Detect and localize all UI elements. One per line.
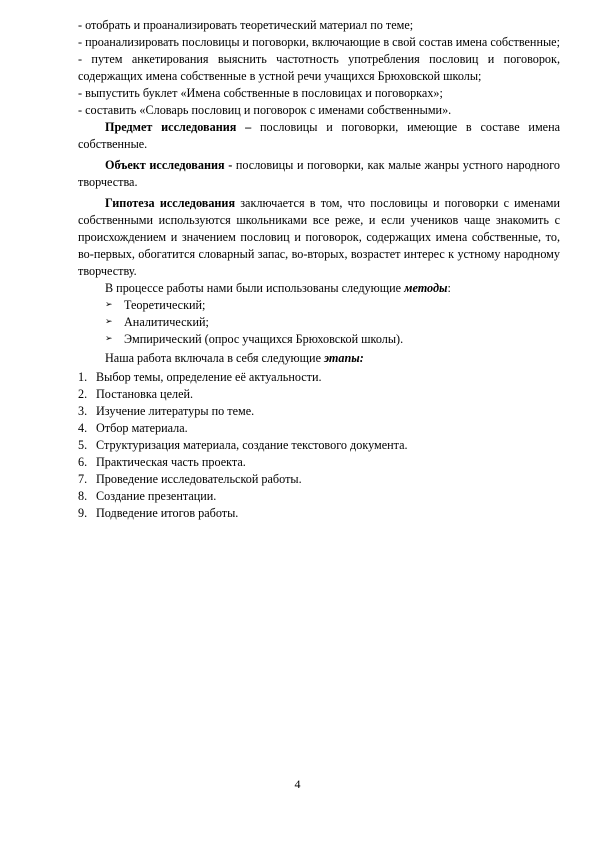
research-subject-paragraph [78,119,560,153]
arrow-bullet-icon: ➢ [105,300,113,310]
research-hypothesis-label: Гипотеза исследования [105,196,236,210]
stages-list-item: 1. Выбор темы, определение её актуальности. [78,370,322,384]
stages-list-item: 9. Подведение итогов работы. [78,506,239,520]
stages-list-item: 4. Отбор материала. [78,421,188,435]
task-list [78,17,560,119]
task-item: - отобрать и проанализировать теоретический материал по теме; [78,18,414,32]
task-item: - составить «Словарь пословиц и поговорок с именами собственными». [78,103,452,117]
stages-list-item: 6. Практическая часть проекта. [78,455,246,469]
methods-list-item: ➢ Эмпирический (опрос учащихся Брюховской школы). [105,332,404,346]
stages-list-item: 7. Проведение исследовательской работы. [78,472,302,486]
stages-keyword: этапы: [324,351,364,365]
stages-list-item: 8. Создание презентации. [78,489,217,503]
methods-keyword: методы [404,281,448,295]
research-hypothesis-paragraph [78,195,560,280]
methods-list-item: ➢ Аналитический; [105,315,209,329]
arrow-bullet-icon: ➢ [105,334,113,344]
stages-list-item: 2. Постановка целей. [78,387,194,401]
research-object-label: Объект исследования - [105,158,233,172]
stages-list [78,369,560,522]
task-item: - выпустить буклет «Имена собственные в пословицах и поговорках»; [78,86,443,100]
research-subject-label: Предмет исследования – [105,120,252,134]
methods-intro: В процессе работы нами были использованы следующие методы: [105,281,451,295]
methods-list-item: ➢ Теоретический; [105,298,206,312]
methods-list [78,297,560,348]
stages-intro: Наша работа включала в себя следующие этапы: [105,351,364,365]
page-number: 4 [294,777,301,791]
stages-list-item: 5. Структуризация материала, создание текстового документа. [78,438,408,452]
task-item: - проанализировать пословицы и поговорки, включающие в свой состав имена собственные; [78,35,560,49]
research-hypothesis-text: заключается в том, что пословицы и поговорки с именами собственными используются школьниками все реже, и если учеников чаще знакомить с происхождением и значением пословиц и поговорок, содержащих имена собственные, то, во-первых, обогатится словарный запас, во-вторых, возрастет интерес к устному народному творчеству. [78,196,560,278]
arrow-bullet-icon: ➢ [105,317,113,327]
task-item: - путем анкетирования выяснить частотность употребления пословиц и поговорок, содержащих имена собственные в устной речи учащихся Брюховской школы; [78,52,560,83]
research-subject-text: пословицы и поговорки, имеющие в составе имена собственные. [78,120,560,151]
document-page [78,17,560,522]
stages-list-item: 3. Изучение литературы по теме. [78,404,255,418]
research-object-paragraph [78,157,560,191]
research-object-text: пословицы и поговорки, как малые жанры устного народного творчества. [78,158,560,189]
